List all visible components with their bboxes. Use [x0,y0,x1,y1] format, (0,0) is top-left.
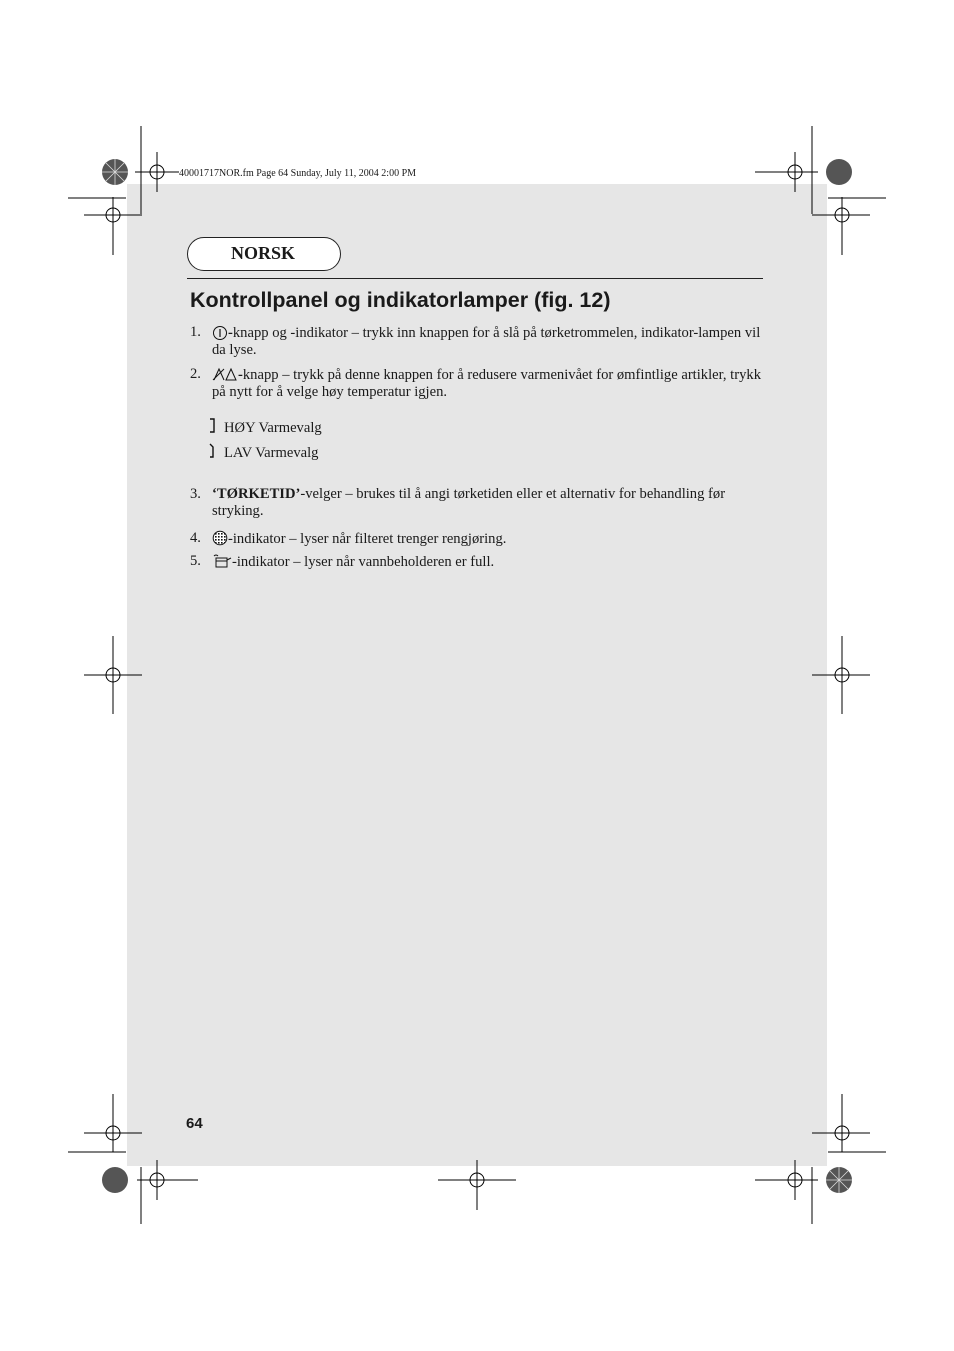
heat-level-icon [212,366,238,382]
item-text: -indikator – lyser når vannbeholderen er full. [232,554,495,570]
item-number: 4. [190,530,201,546]
item-number: 2. [190,366,201,382]
item-text: knapp og -indikator – trykk inn knappen for å slå på tørketrommelen, indikator-lampen vil da lyse. [212,325,761,358]
item-bold: - [238,367,243,383]
low-heat-icon [208,442,218,460]
item-text: -indikator – lyser når filteret trenger rengjøring. [228,531,507,547]
heat-option-label: HØY Varmevalg [224,420,322,436]
heat-option-high [208,417,322,437]
page-number: 64 [186,1115,203,1132]
water-container-icon [212,553,232,569]
language-label: NORSK [231,243,296,263]
item-text: knapp – trykk på denne knappen for å redusere varmenivået for ømfintlige artikler, trykk på nytt for å velge høy temperatur igjen. [212,367,761,400]
language-tab [187,237,341,271]
high-heat-icon [208,417,218,435]
file-info: 40001717NOR.fm Page 64 Sunday, July 11, 2004 2:00 PM [179,168,417,179]
divider [187,278,763,279]
item-bold: ‘TØRKETID’ [212,486,301,502]
item-number: 1. [190,324,201,340]
item-number: 3. [190,486,201,502]
section-title: Kontrollpanel og indikatorlamper (fig. 12) [190,288,611,312]
item-bold: - [228,325,233,341]
filter-icon [212,530,228,546]
item-text: -velger – brukes til å angi tørketiden eller et alternativ for behandling før stryking. [212,486,726,519]
item-number: 5. [190,553,201,569]
power-icon [212,324,228,340]
heat-option-low [208,442,318,462]
heat-option-label: LAV Varmevalg [224,445,319,461]
